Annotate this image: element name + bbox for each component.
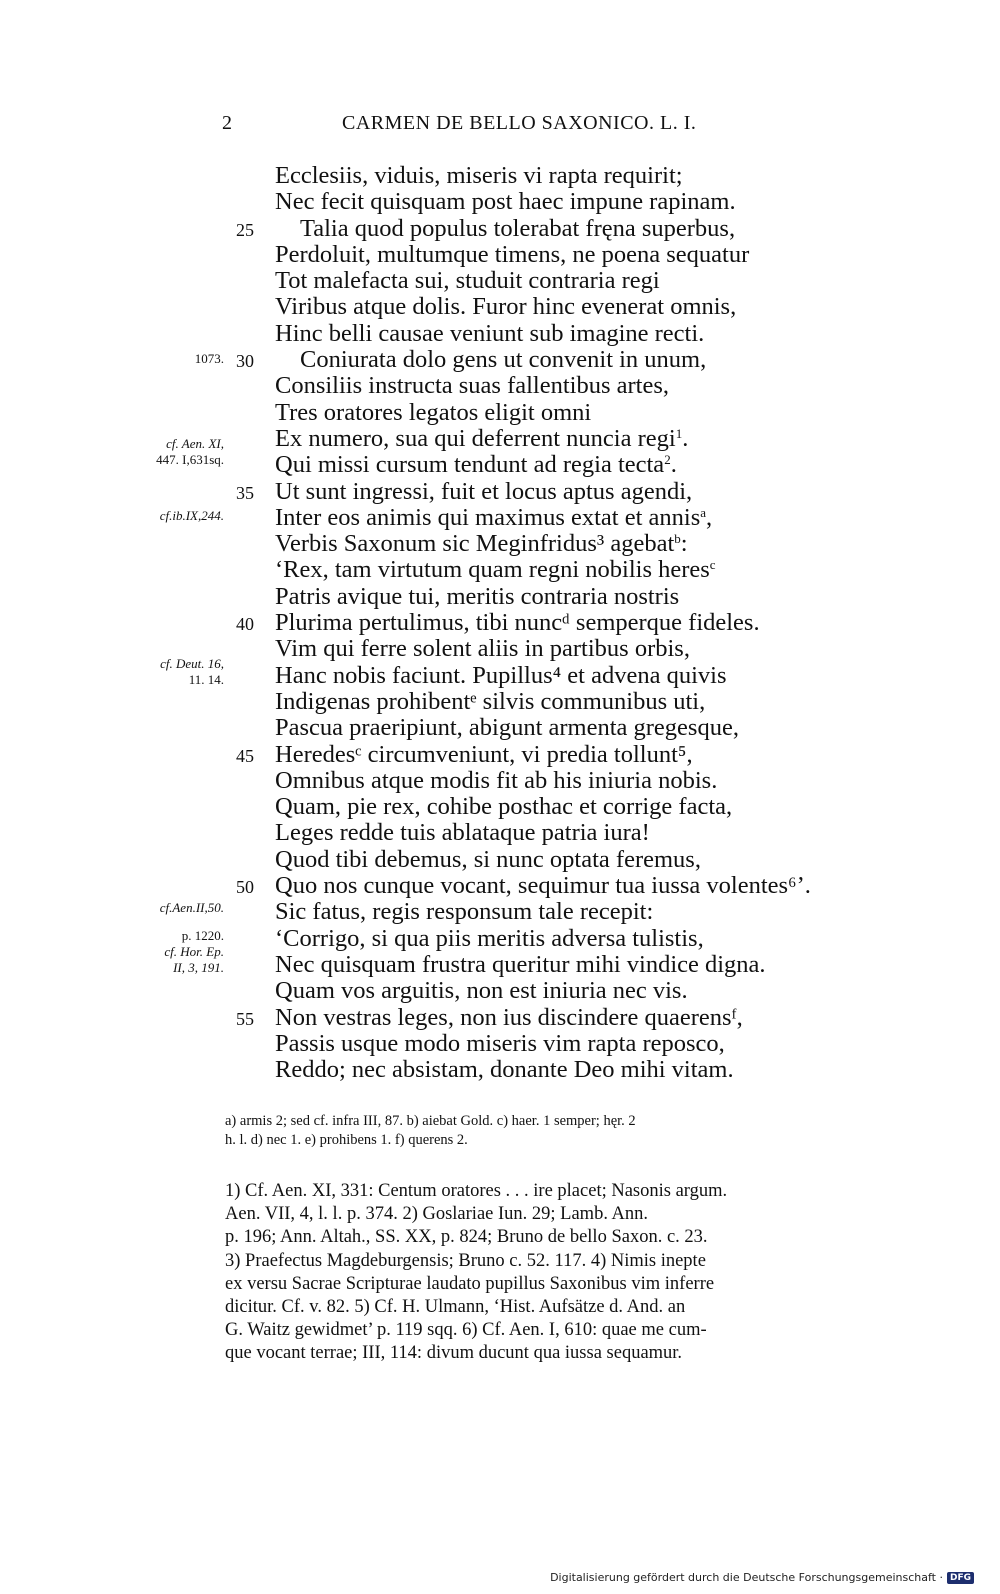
verse-line (0, 294, 1000, 320)
verse-text: Quod tibi debemus, si nunc optata feremus, (275, 845, 701, 873)
verse-line (0, 715, 1000, 741)
verse-text: Heredesᶜ circumveniunt, vi predia tollunt⁵, (275, 740, 693, 768)
verse-text: Leges redde tuis ablataque patria iura! (275, 819, 650, 847)
verse-line (0, 663, 1000, 689)
footnote-marker: 2 (664, 452, 671, 468)
line-number: 25 (236, 219, 254, 240)
verse-text: Consiliis instructa suas fallentibus artes, (275, 372, 669, 400)
verse-line (0, 321, 1000, 347)
verse-line (0, 505, 1000, 531)
running-title: CARMEN DE BELLO SAXONICO. L. I. (342, 112, 697, 134)
verse-line (0, 452, 1000, 478)
verse-text: Omnibus atque modis fit ab his iniuria nobis. (275, 766, 718, 794)
verse-text: Quam vos arguitis, non est iniuria nec vis. (275, 977, 688, 1005)
footnote-marker: b (674, 531, 681, 547)
footnotes (225, 1180, 917, 1366)
verse-text: Viribus atque dolis. Furor hinc evenerat omnis, (275, 293, 737, 321)
margin-note-deut: cf. Deut. 16, 11. 14. (160, 656, 224, 687)
verse-text: Qui missi cursum tendunt ad regia tecta$^2$. (275, 451, 677, 479)
verse-line (0, 557, 1000, 583)
footnote-marker: 1 (675, 425, 683, 441)
line-number: 50 (236, 877, 254, 898)
footnote-line: 3) Praefectus Magdeburgensis; Bruno c. 52. 117. 4) Nimis inepte (225, 1250, 706, 1271)
verse-line (0, 479, 1000, 505)
verse-line (0, 373, 1000, 399)
verse-text: Coniurata dolo gens ut convenit in unum, (300, 346, 707, 374)
verse-line (0, 899, 1000, 925)
footnote-marker: c (709, 557, 716, 573)
margin-note-year: 1073. (194, 351, 224, 366)
footnote-line: ex versu Sacrae Scripturae laudato pupillus Saxonibus vim inferre (225, 1273, 715, 1294)
verse-text: Ecclesiis, viduis, miseris vi rapta requirit; (275, 162, 683, 189)
verse-text: Ex numero, sua qui deferrent nuncia regi$^1$. (275, 424, 689, 452)
verse-line (0, 636, 1000, 662)
verse-text: Inter eos animis qui maximus extat et annis$^a$, (275, 503, 713, 531)
verse-text: Talia quod populus tolerabat fręna superbus, (300, 214, 736, 242)
footnote-line: que vocant terrae; III, 114: divum ducunt qua iussa sequamur. (225, 1343, 683, 1364)
dfg-logo: DFG (947, 1572, 974, 1584)
verse-line (0, 689, 1000, 715)
verse-line (0, 347, 1000, 373)
verse-text: Quo nos cunque vocant, sequimur tua iussa volentes⁶’. (275, 872, 811, 900)
page-number: 2 (222, 112, 233, 134)
margin-note-aen-xi: cf. Aen. XI, 447. I,631sq. (156, 436, 224, 467)
footnote-marker: a (700, 504, 707, 520)
verse-text: Reddo; nec absistam, donante Deo mihi vitam. (275, 1056, 734, 1084)
verse-line (0, 926, 1000, 952)
verse-text: Nec quisquam frustra queritur mihi vindice digna. (275, 950, 766, 978)
verse-line (0, 820, 1000, 846)
verse-line (0, 189, 1000, 215)
line-number: 55 (236, 1008, 254, 1029)
verse-line (0, 978, 1000, 1004)
line-number: 45 (236, 745, 254, 766)
footnote-line: G. Waitz gewidmet’ p. 119 sqq. 6) Cf. Aen. I, 610: quae me cum- (225, 1320, 707, 1341)
verse-line (0, 531, 1000, 557)
verse-text: Passis usque modo miseris vim rapta reposco, (275, 1029, 725, 1057)
footnote-line: p. 196; Ann. Altah., SS. XX, p. 824; Bruno de bello Saxon. c. 23. (225, 1227, 708, 1248)
verse-line (0, 400, 1000, 426)
verse-text: Perdoluit, multumque timens, ne poena sequatur (275, 240, 750, 268)
verse-line (0, 768, 1000, 794)
verse-line (0, 952, 1000, 978)
line-number: 35 (236, 482, 254, 503)
verse-text: Indigenas prohibentᵉ silvis communibus uti, (275, 687, 706, 715)
verse-line (0, 610, 1000, 636)
verse-text: Plurima pertulimus, tibi nuncᵈ semperque fideles. (275, 609, 760, 637)
verse-line (0, 847, 1000, 873)
verse-text: Pascua praeripiunt, abigunt armenta gregesque, (275, 714, 739, 742)
verse-text: Tot malefacta sui, studuit contraria regi (275, 267, 660, 295)
line-number: 40 (236, 614, 254, 635)
verse-line (0, 584, 1000, 610)
apparatus-line: a) armis 2; sed cf. infra III, 87. b) aiebat Gold. c) haer. 1 semper; hęr. 2 (225, 1113, 636, 1129)
verse-text: Vim qui ferre solent aliis in partibus orbis, (275, 635, 690, 663)
verse-text: Quam, pie rex, cohibe posthac et corrige facta, (275, 793, 733, 821)
critical-apparatus (225, 1112, 917, 1150)
verse-line (0, 163, 1000, 189)
credit-text: Digitalisierung gefördert durch die Deutsche Forschungsgemeinschaft · (550, 1571, 943, 1584)
verse-line (0, 216, 1000, 242)
verse-text: Hinc belli causae veniunt sub imagine recti. (275, 319, 705, 347)
verse-line (0, 742, 1000, 768)
verse-text: Ut sunt ingressi, fuit et locus aptus agendi, (275, 477, 693, 505)
digitization-credit (550, 1571, 974, 1584)
margin-note-hor: p. 1220. cf. Hor. Ep. II, 3, 191. (164, 928, 224, 975)
margin-note-aen-ix: cf.ib.IX,244. (159, 508, 224, 523)
verse-line (0, 1031, 1000, 1057)
verse-text: Patris avique tui, meritis contraria nostris (275, 582, 680, 610)
poem-body (0, 163, 1000, 1083)
verse-text: Non vestras leges, non ius discindere quaerensᶠ, (275, 1003, 743, 1031)
margin-note-aen-ii: cf.Aen.II,50. (159, 900, 224, 915)
verse-line (0, 794, 1000, 820)
line-number: 30 (236, 351, 254, 372)
verse-text: ‘Rex, tam virtutum quam regni nobilis heres$^c$ (275, 556, 716, 584)
footnote-line: 1) Cf. Aen. XI, 331: Centum oratores . . . ire placet; Nasonis argum. (225, 1181, 728, 1201)
apparatus-line: h. l. d) nec 1. e) prohibens 1. f) querens 2. (225, 1132, 468, 1148)
verse-text: ‘Corrigo, si qua piis meritis adversa tulistis, (275, 924, 704, 952)
footnote-line: dicitur. Cf. v. 82. 5) Cf. H. Ulmann, ‘Hist. Aufsätze d. And. an (225, 1297, 686, 1318)
verse-line (0, 426, 1000, 452)
verse-text: Hanc nobis faciunt. Pupillus⁴ et advena quivis (275, 661, 727, 689)
verse-text: Sic fatus, regis responsum tale recepit: (275, 898, 654, 926)
verse-line (0, 268, 1000, 294)
verse-text: Nec fecit quisquam post haec impune rapinam. (275, 188, 736, 216)
verse-line (0, 1057, 1000, 1083)
footnote-line: Aen. VII, 4, l. l. p. 374. 2) Goslariae Iun. 29; Lamb. Ann. (225, 1204, 649, 1225)
verse-line (0, 873, 1000, 899)
verse-line (0, 242, 1000, 268)
verse-text: Tres oratores legatos eligit omni (275, 398, 592, 426)
verse-text: Verbis Saxonum sic Meginfridus³ agebat$^b$: (275, 530, 688, 558)
verse-line (0, 1005, 1000, 1031)
